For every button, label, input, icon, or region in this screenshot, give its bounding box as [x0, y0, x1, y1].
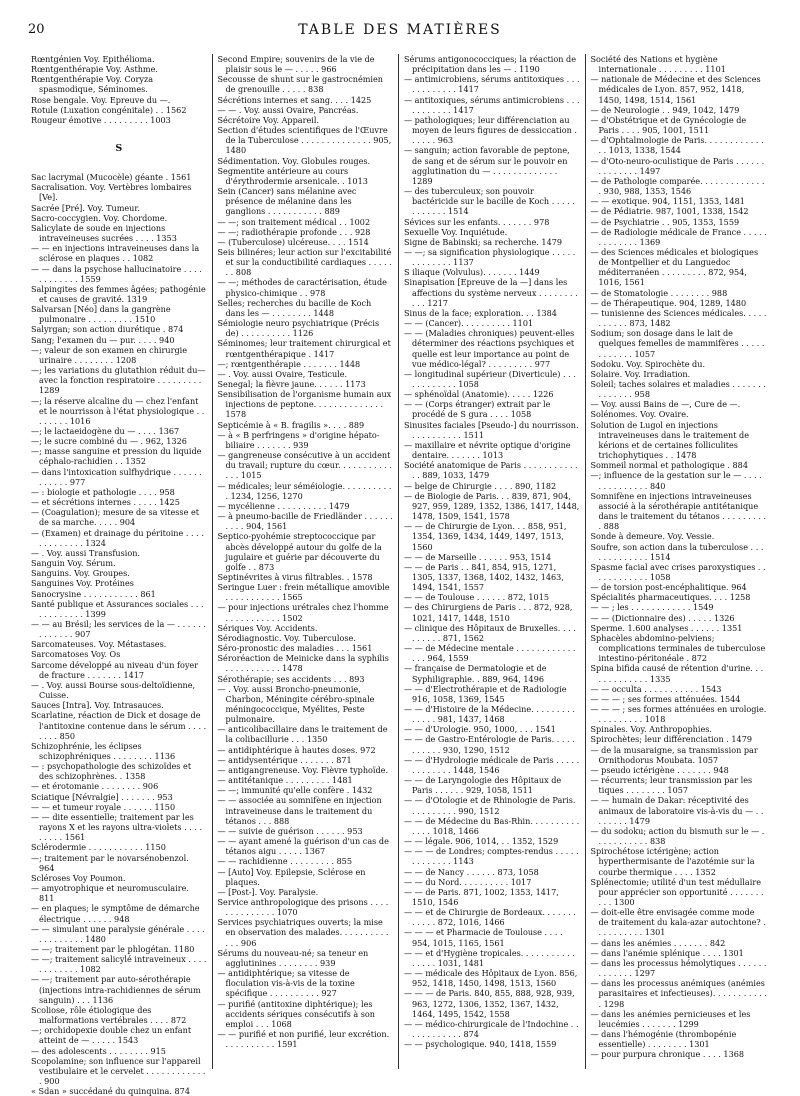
- index-entry: Sarcomatoses Voy. Os: [31, 649, 121, 660]
- index-entry: — de Neurologie . . 949, 1042, 1479: [590, 104, 740, 115]
- index-entry: — — de Gastro-Entérologie de Paris. . . . . . . . . . . 930, 1290, 1512: [404, 734, 578, 755]
- index-entry: — — de Nancy . . . . . . 873, 1058: [404, 866, 539, 877]
- index-entry: Septicémie à « B. fragilis ». . . . 889: [217, 419, 365, 430]
- index-entry: —; rœntgenthérapie . . . . . . . 1448: [217, 358, 361, 369]
- index-entry: Séroréaction de Meinicke dans la syphilis . . . . . . . . . . . 1478: [217, 653, 392, 674]
- index-entry: — — — ; ses formes atténuées. 1544: [590, 693, 741, 704]
- index-entry: — de Thérapeutique. 904, 1289, 1480: [590, 297, 747, 308]
- index-entry: — —; immunité qu'elle confère . 1432: [217, 785, 373, 796]
- index-entry: — — de Paris. 871, 1002, 1353, 1417, 1510, 1546: [404, 886, 562, 907]
- index-entry: — antitétanique . . . . . . . . . 1481: [217, 775, 353, 786]
- index-entry: Services psychiatriques ouverts; la mise en observation des malades. . . . . . . . . . . . . 906: [217, 917, 392, 948]
- index-entry: — : psychopathologie des schizoïdes et des schizophrènes. . 1358: [31, 761, 194, 782]
- index-entry: Rœntgénien Voy. Epithélioma.: [31, 54, 155, 64]
- index-entry: — nationale de Médecine et des Sciences médicales de Lyon. 857, 952, 1418, 1450, 1498, 1514, 1561: [590, 74, 764, 105]
- index-entry: — pseudo ictérigène . . . . . . . 948: [590, 764, 729, 775]
- index-entry: — — associée au somnifène en injection intraveineuse dans le traitement du tétanos . . . 888: [217, 795, 385, 826]
- index-entry: Rœntgenthérapie Voy. Asthme.: [31, 64, 158, 75]
- index-entry: — sphénoïdal (Anatomie). . . . . 1226: [404, 389, 554, 400]
- index-entry: Séminomes; leur traitement chirurgical et rœntgenthérapique . 1417: [217, 338, 394, 359]
- index-entry: Spécialités pharmaceutiques. . . . 1258: [590, 592, 751, 603]
- index-entry: — [Post-]. Voy. Paralysie.: [217, 886, 319, 897]
- index-entry: — — dite essentielle; traitement par les rayons X et les rayons ultra-violets . . . . . . . . . 1561: [31, 811, 205, 843]
- index-entry: — — légale. 906, 1014, . . 1352, 1529: [404, 836, 559, 847]
- index-column-1: [26, 54, 213, 1096]
- index-entry: Soufre, son action dans la tuberculose . . . . . . . . . . . . . 1514: [590, 541, 767, 562]
- index-entry: — : biologie et pathologie . . . . 958: [31, 486, 175, 497]
- index-entry: Sacralisation. Voy. Vertèbres lombaires [Ve].: [31, 182, 194, 203]
- index-entry: — des adolescents . . . . . . . . 915: [31, 1045, 166, 1056]
- index-entry: — — — et Pharmacie de Toulouse . . . . 954, 1015, 1165, 1561: [404, 927, 566, 948]
- index-entry: — française de Dermatologie et de Syphiligraphie. . 889, 964, 1496: [404, 663, 550, 684]
- index-entry: Sinus de la face; exploration. . . 1384: [404, 307, 557, 318]
- index-entry: — —; traitement par le phlogétan. 1180: [31, 943, 195, 954]
- index-entry: Sérums antigonococciques; la réaction de précipitation dans les — . 1190: [404, 54, 579, 75]
- index-entry: — d'Ophtalmologie de Paris. . . . . . . . . . . . . . 1013, 1338, 1544: [590, 135, 767, 156]
- index-entry: — —; méthodes de caractérisation, étude physico-chimique . . 978: [217, 277, 390, 298]
- index-entry: Sperme. 1.600 analyses . . . . . . 1351: [590, 622, 743, 633]
- index-entry: — antidysentérique . . . . . . . 871: [217, 754, 352, 765]
- index-entry: — — d'Hydrologie médicale de Paris . . . . . . . . . . . . . 1448, 1546: [404, 754, 582, 775]
- index-entry: — dans l'intoxication sulfhydrique . . . . . . . . . . . . 977: [31, 466, 205, 487]
- index-entry: — — ; les . . . . . . . . . . . . 1549: [590, 602, 714, 613]
- index-entry: Schizophrénie, les éclipses schizophréniques . . . . . . . . 1136: [31, 740, 176, 761]
- page-number: 20: [28, 22, 45, 37]
- index-column-3: [399, 54, 586, 1069]
- index-entry: —; traitement par le novarsénobenzol. 964: [31, 852, 192, 873]
- index-entry: — médicales; leur séméiologie. . . . . . . . . . . 1234, 1256, 1270: [217, 480, 394, 501]
- index-entry: — Voy. aussi Bains de —, Cure de —.: [590, 399, 741, 410]
- index-entry: — — en injections intraveineuses dans la sclérose en plaques . . 1082: [31, 243, 202, 264]
- index-entry: — dans les processus hémolytiques . . . . . . . . . . . . . 1297: [590, 957, 770, 979]
- index-entry: — anticolibacillaire dans le traitement de la colibacillurie . . . 1350: [217, 724, 391, 745]
- index-entry: — pour purpura chronique . . . . 1368: [590, 1049, 745, 1060]
- index-entry: Service anthropologique des prisons . . . . . . . . . . . . . . 1070: [217, 896, 391, 918]
- index-entry: Sein (Cancer) sans mélanine avec présence de mélanine dans les ganglions . . . . . . . . . . . 889: [217, 186, 359, 217]
- index-entry: Salpingites des femmes âgées; pathogénie et causes de gravité. 1319: [31, 283, 209, 304]
- index-entry: — — et d'Hygiène tropicales. . . . . . . . . . . . . . . . 1031, 1481: [404, 947, 578, 968]
- index-entry: — — de Chirurgie de Lyon. . . 858, 951, 1354, 1369, 1434, 1449, 1497, 1513, 1560: [404, 521, 570, 552]
- index-entry: — — psychologique. 940, 1418, 1559: [404, 1039, 557, 1050]
- index-entry: —; le lactaeidogène du — . . . . 1367: [31, 426, 180, 436]
- index-entry: Sécrétions internes et sang. . . . 1425: [217, 94, 372, 105]
- index-entry: — et sécrétions internes . . . . . 1425: [31, 497, 180, 508]
- index-entry: — de la musaraigne, sa transmission par Ornithodorus Moubata. 1057: [590, 744, 761, 765]
- index-entry: Société des Nations et hygiène internationale . . . . . . . . . 1101: [590, 54, 726, 75]
- index-entry: — amyotrophique et neuromusculaire. 811: [31, 883, 192, 904]
- index-entry: — — d'Urologie. 950, 1000, . . . 1541: [404, 724, 556, 735]
- index-entry: — dans les anémies pernicieuses et les leucémies . . . . . . . 1299: [590, 1008, 753, 1029]
- index-entry: — à pneumo-bacille de Friedländer . . . . . . . . . . 904, 1561: [217, 511, 396, 532]
- index-entry: — — — ; ses formes atténuées en urologie. . . . . . . . . . 1018: [590, 704, 769, 725]
- index-entry: — récurrents; leur transmission par les tiques . . . . . . . . 1057: [590, 775, 755, 796]
- index-entry: Rougeur émotive . . . . . . . . . 1003: [31, 114, 171, 125]
- page-header: [28, 22, 772, 44]
- index-entry: — à « B perfringens » d'origine hépato-biliaire . . . . . . . 939: [217, 429, 380, 450]
- index-entry: — des Chirurgiens de Paris . . . 872, 928, 1021, 1417, 1448, 1510: [404, 602, 576, 623]
- index-entry: — clinique des Hôpitaux de Bruxelles. . . . . . . . . . 871, 1562: [404, 622, 579, 643]
- index-entry: Soleil; taches solaires et maladies . . . . . . . . . . . . . . 958: [590, 379, 769, 400]
- index-entry: — . Voy. aussi Transfusion.: [31, 547, 141, 558]
- index-entry: — — rachidienne . . . . . . . . . 855: [217, 856, 352, 867]
- index-entry: Sanguins. Voy. Groupes.: [31, 568, 130, 579]
- index-entry: Signe de Babinski; sa recherche. 1479: [404, 236, 563, 247]
- index-entry: — — et de Chirurgie de Bordeaux. . . . . . . . . . . . 872, 1016, 1466: [404, 907, 579, 928]
- index-columns: [26, 54, 772, 1096]
- index-entry: Septinévrites à virus filtrables. . 1578: [217, 571, 373, 582]
- index-entry: —; valeur de son examen en chirurgie urinaire . . . . . . . . 1208: [31, 344, 190, 365]
- index-entry: Salvarsan [Néo] dans la gangrène pulmonaire . . . . . . . . . 1510: [31, 304, 174, 325]
- index-entry: —; la réserve alcaline du — chez l'enfant et le nourrisson à l'état physiologique . . . . . . . . 1016: [31, 395, 207, 426]
- index-entry: — antimicrobiens, sérums antitoxiques . . . . . . . . . . . . 1417: [404, 74, 583, 95]
- index-entry: — —; sa signification physiologique . . . . . . . . . . . . . 1137: [404, 246, 578, 268]
- index-entry: — — purifié et non purifié, leur excrétion. . . . . . . . . . . 1591: [217, 1029, 392, 1050]
- index-entry: — antidiphtérique à hautes doses. 972: [217, 744, 376, 755]
- index-entry: —; le sucre combiné du — . 962, 1326: [31, 436, 187, 447]
- index-entry: Secousse de shunt sur le gastrocnémien de grenouille . . . . . 838: [217, 74, 386, 95]
- index-entry: Sodoku. Voy. Spirochète du.: [590, 358, 706, 369]
- index-entry: Sciatique [Névralgie] . . . . . . . 953: [31, 791, 173, 802]
- index-entry: Somnifène en injections intraveineuses associé à la sérothérapie antitétanique dans le traitement du tétanos . . . . . . . . . . 888: [590, 490, 769, 532]
- index-entry: — — (Dictionnaire des) . . . . . 1326: [590, 612, 735, 623]
- index-entry: Salicylate de soude en injections intraveineuses sucrées . . . . 1353: [31, 222, 177, 244]
- index-entry: Spinales. Voy. Anthropophies.: [590, 724, 712, 735]
- index-entry: — maxillaire et névrite optique d'origine dentaire. . . . . . . 1013: [404, 439, 574, 461]
- index-entry: Segmentite antérieure au cours d'érythrodermie arsenicale. . 1013: [217, 165, 368, 186]
- index-entry: — [Auto] Voy. Epilepsie, Sclérose en plaques.: [217, 866, 369, 887]
- index-entry: Sédimentation. Voy. Globules rouges.: [217, 155, 371, 166]
- index-entry: — de Stomatologie . . . . . . . . 988: [590, 287, 728, 298]
- index-entry: Scoliose, rôle étiologique des malformations vertébrales . . . . 872: [31, 1004, 187, 1026]
- index-entry: — des Sciences médicales et biologiques de Montpellier et du Languedoc méditerranéen . . . . . . . . . 872, 954, 1016, 1561: [590, 246, 761, 288]
- index-entry: — — de Médecine mentale . . . . . . . . . . . . . . . 964, 1559: [404, 643, 579, 664]
- index-entry: Scarlatine, réaction de Dick et dosage de l'antitoxine contenue dans le sérum . . . . . . . . 850: [31, 710, 209, 741]
- index-entry: — de torsion post-encéphalitique. 964: [590, 582, 747, 593]
- index-entry: — —; traitement par auto-sérothérapie (injections intra-rachidiennes de sérum sanguin) . . . 1136: [31, 974, 204, 1005]
- index-entry: « Sdan » succédané du quinquina. 874: [31, 1086, 190, 1096]
- index-entry: — — et tumeur royale . . . . . . 1150: [31, 801, 176, 812]
- index-entry: Sinapisation [Epreuve de la —] dans les affections du système nerveux . . . . . . . . . . . 1217: [404, 277, 581, 308]
- index-entry: — —; son traitement médical . . 1002: [217, 216, 371, 227]
- index-entry: — — au Brésil; les services de la — . . . . . . . . . . . . . 907: [31, 618, 209, 640]
- index-entry: — — d'Electrothérapie et de Radiologie 916, 1058, 1369, 1545: [404, 683, 570, 704]
- index-entry: Société anatomique de Paris . . . . . . . . . . . . . 889, 1033, 1479: [404, 460, 581, 481]
- index-column-4: [586, 54, 773, 1069]
- index-entry: Scopolamine; son influence sur l'appareil vestibulaire et le cervelet . . . . . . . . . . . . . 900: [31, 1055, 209, 1086]
- index-entry: — et érotomanie . . . . . . . . 906: [31, 781, 159, 792]
- index-entry: — — (Corps étranger) extrait par le procédé de S gura . . . . 1058: [404, 399, 553, 420]
- section-letter: S: [115, 143, 123, 155]
- index-entry: — — occulta . . . . . . . . . . . 1543: [590, 683, 722, 694]
- index-entry: Sarcomateuses. Voy. Métastases.: [31, 639, 167, 650]
- index-entry: Sécrétoire Voy. Appareil.: [217, 114, 320, 125]
- index-entry: — — de Toulouse . . . . . . 872, 1015: [404, 592, 549, 603]
- index-entry: — (Examen) et drainage du péritoine . . . . . . . . . . . . . 1324: [31, 527, 207, 548]
- index-entry: Sinusites faciales [Pseudo-] du nourrisson. . . . . . . . . . . 1511: [404, 419, 582, 440]
- index-entry: — — du Nord. . . . . . . . . . 1017: [404, 876, 532, 887]
- index-entry: — de Biologie de Paris. . . 839, 871, 904, 927, 959, 1289, 1352, 1386, 1417, 1448, 1478, 1509, 1541, 1578: [404, 490, 582, 522]
- index-entry: Sérodiagnostic. Voy. Tuberculose.: [217, 632, 356, 643]
- index-entry: — gangreneuse consécutive à un accident du travail; rupture du cœur. . . . . . . . . . . . . . 1015: [217, 450, 395, 481]
- index-entry: — — — de Paris. 840, 855, 888, 928, 939, 963, 1272, 1306, 1352, 1367, 1432, 1464, 1495, 1542, 1558: [404, 988, 578, 1019]
- index-entry: — doit-elle être envisagée comme mode de traitement du kala-azar autochtone? . . . . . . . . . . 1301: [590, 907, 769, 938]
- index-entry: — purifié (antitoxine diphtérique); les accidents sériques consécutifs à son emploi . . . 1068: [217, 998, 378, 1029]
- index-entry: Sensibilisation de l'organisme humain aux injections de peptone. . . . . . . . . . . . . . 1578: [217, 389, 394, 420]
- index-entry: — — de Marseille . . . . . . 953, 1514: [404, 551, 551, 562]
- index-entry: Sac lacrymal (Mucocèle) géante . 1561: [31, 172, 192, 183]
- index-entry: — . Voy. aussi Broncho-pneumonie, Charbon, Méningite cérébro-spinale méningococcique, Myélites, Peste pulmonaire.: [217, 683, 378, 725]
- index-entry: — pour injections urétrales chez l'homme . . . . . . . . . . . 1502: [217, 602, 392, 623]
- index-entry: — —; traitement salicylé intraveineux . . . . . . . . . . . . 1082: [31, 954, 209, 975]
- index-entry: Section d'études scientifiques de l'Œuvre de la Tuberculose . . . . . . . . . . . . . . 905, 1480: [217, 125, 394, 156]
- index-entry: Rotule (Luxation congénitale) . . 1562: [31, 104, 187, 115]
- index-entry: Salyrgan; son action diurétique . 874: [31, 324, 184, 335]
- index-entry: Solution de Lugol en injections intraveineuses dans le traitement de kérions et de certaines folliculites trichophytiques . . 1478: [590, 419, 752, 461]
- index-entry: — antigangreneuse. Voy. Fièvre typhoïde.: [217, 764, 389, 775]
- index-entry: — — (Maladies chroniques) peuvent-elles déterminer des réactions psychiques et quelle est leur importance au point de vue médico-légal? . . . . . . . . . 977: [404, 328, 577, 369]
- index-entry: Solaire. Voy. Irradiation.: [590, 368, 691, 379]
- index-entry: — — de Laryngologie des Hôpitaux de Paris . . . . . . 929, 1058, 1511: [404, 775, 564, 796]
- index-entry: Sérothérapie; ses accidents . . . 893: [217, 673, 365, 684]
- index-entry: S iliaque (Volvulus). . . . . . . 1449: [404, 267, 540, 278]
- index-entry: — — médico-chirurgicale de l'Indochine . . . . . . . . . . . . 874: [404, 1018, 582, 1039]
- index-entry: Sanguin Voy. Sérum.: [31, 558, 116, 569]
- index-entry: Splénectomie; utilité d'un test médullaire pour apprécier son opportunité . . . . . . . . . . 1300: [590, 876, 767, 907]
- index-entry: — antidiphtérique; sa vitesse de floculation vis-à-vis de la toxine spécifique . . . . . . . . . . 927: [217, 968, 358, 999]
- index-entry: Scléroses Voy Poumon.: [31, 872, 126, 883]
- index-entry: Spasme facial avec crises paroxystiques . . . . . . . . . . . . 1058: [590, 561, 769, 582]
- index-entry: — — de Médecine du Bas-Rhin. . . . . . . . . . . . . . 1018, 1466: [404, 815, 582, 836]
- index-entry: — . Voy. aussi Ovaire, Testicule.: [217, 368, 348, 379]
- index-entry: Sauces [Intra]. Voy. Intrasauces.: [31, 700, 164, 711]
- index-entry: — d'Obstétrique et de Gynécologie de Paris . . . . 905, 1001, 1511: [590, 114, 749, 136]
- index-entry: Sériques Voy. Accidents.: [217, 622, 318, 633]
- index-entry: — belge de Chirurgie . . . . 890, 1182: [404, 480, 557, 491]
- index-entry: Sexuelle Voy. Inquiétude.: [404, 226, 508, 237]
- index-entry: Rœntgenthérapie Voy. Coryza spasmodique, Séminomes.: [31, 74, 156, 95]
- page-title: TABLE DES MATIÈRES: [298, 22, 502, 38]
- index-entry: — antitoxiques, sérums antimicrobiens . . . . . . . . . . . 1417: [404, 94, 583, 115]
- index-entry: Sacro-coccygien. Voy. Chordome.: [31, 212, 168, 223]
- index-entry: Santé publique et Assurances sociales . . . . . . . . . . . . 1399: [31, 598, 207, 619]
- index-entry: Sphacèles abdomino-pelviens; complications terminales de tuberculose intestino-péritonéale . 872: [590, 632, 768, 664]
- index-entry: Sodium; son dosage dans le lait de quelques femelles de mammifères . . . . . . . . . . . . 1057: [590, 328, 768, 359]
- index-entry: — — exotique. 904, 1151, 1353, 1481: [590, 196, 745, 207]
- index-entry: — — suivie de guérison . . . . . . 953: [217, 825, 363, 836]
- index-entry: — — médicale des Hôpitaux de Lyon. 856, 952, 1418, 1450, 1498, 1513, 1560: [404, 968, 580, 989]
- index-entry: — pathologiques; leur différenciation au moyen de leurs figures de dessiccation . . . . . . 963: [404, 114, 580, 146]
- index-column-2: [213, 54, 400, 1069]
- index-entry: — (Coagulation); mesure de sa vitesse et de sa marche. . . . . 904: [31, 507, 202, 528]
- index-entry: Sanguines Voy. Protéines: [31, 578, 134, 589]
- index-entry: Spina bifida causé de rétention d'urine. . . . . . . . . . . . . 1335: [590, 663, 766, 684]
- index-entry: — — . Voy. aussi Ovaire, Pancréas.: [217, 104, 359, 115]
- index-entry: Rose bengale. Voy. Epreuve du —.: [31, 94, 171, 105]
- index-entry: — dans les anémies . . . . . . . 842: [590, 937, 726, 948]
- index-entry: — — ayant amené la guérison d'un cas de tétanos aigu . . . . . 1367: [217, 836, 392, 857]
- index-entry: Sacrée [Pré]. Voy. Tumeur.: [31, 202, 140, 213]
- index-entry: —; orchidopexie double chez un enfant atteint de — . . . . . 1543: [31, 1025, 194, 1046]
- index-entry: — en plaques; le symptôme de démarche électrique . . . . . . 948: [31, 903, 203, 924]
- index-entry: Sonde à demeure. Voy. Vessie.: [590, 531, 715, 542]
- index-entry: Sarcome développé au niveau d'un foyer de fracture . . . . . . . 1417: [31, 659, 201, 680]
- index-entry: —; masse sanguine et pression du liquide céphalo-rachidien . . 1352: [31, 446, 204, 467]
- index-entry: — de Radiologie médicale de France . . . . . . . . . . . . . 1369: [590, 226, 770, 247]
- index-entry: — d'Oto-neuro-oculistique de Paris . . . . . . . . . . . . . . 1497: [590, 155, 767, 176]
- index-entry: — . Voy. aussi Bourse sous-deltoïdienne, Cuisse.: [31, 679, 198, 701]
- index-entry: — —; radiothérapie profonde . . . 928: [217, 226, 371, 237]
- index-entry: — dans l'anémie splénique . . . . 1301: [590, 947, 744, 958]
- index-entry: Spirochètes; leur différenciation . 1479: [590, 734, 752, 745]
- index-entry: — tunisienne des Sciences médicales. . . . . . . . . . . 873, 1482: [590, 307, 770, 329]
- index-entry: — longitudinal supérieur (Diverticule) . . . . . . . . . . . . 1058: [404, 368, 579, 389]
- index-entry: — dans l'hémogénie (thrombopénie essentielle) . . . . . . . . 1301: [590, 1029, 739, 1050]
- index-entry: — de Pédiatrie. 987, 1001, 1338, 1542: [590, 206, 749, 217]
- index-entry: — de Psychiatrie . . 905, 1353, 1559: [590, 216, 740, 227]
- index-entry: Spirochétose ictérigène; action hyperthermisante de l'azotémie sur la courbe thermique . . . . 1352: [590, 846, 758, 877]
- index-entry: — (Tuberculose) ulcéreuse. . . . 1514: [217, 236, 369, 247]
- index-entry: Solénomes. Voy. Ovaire.: [590, 409, 689, 420]
- index-entry: Sémiologie neuro psychiatrique (Précis de) . . . . . . . . . . 1126: [217, 318, 382, 339]
- index-entry: Séro-pronostic des maladies . . . 1561: [217, 643, 373, 654]
- index-entry: Sérums du nouveau-né; sa teneur en agglutinines . . . . . . . . 939: [217, 947, 371, 968]
- index-entry: Sang; l'examen du — pur. . . . . 940: [31, 334, 175, 345]
- index-entry: — des tuberculeux; son pouvoir bactéricide sur le bacille de Koch . . . . . . . . . . . . 1514: [404, 186, 578, 217]
- index-entry: Senegal; la fièvre jaune. . . . . . 1173: [217, 379, 366, 389]
- index-entry: — — (Cancer). . . . . . . . . . 1101: [404, 318, 534, 329]
- index-entry: Septico-pyohémie streptococcique par abcès développé autour du golfe de la jugulaire et guérie par découverte du golfe . . 873: [217, 531, 385, 572]
- index-entry: — dans les processus anémiques (anémies parasitaires et infectieuses). . . . . . . . . . . . 1298: [590, 978, 770, 1009]
- index-entry: — — d'Otologie et de Rhinologie de Paris. . . . . . . . . . 990, 1512: [404, 795, 579, 816]
- index-entry: — du sodoku; action du bismuth sur le — . . . . . . . . . . . 838: [590, 825, 767, 847]
- index-entry: — — simulant une paralysie générale . . . . . . . . . . . . . 1480: [31, 923, 208, 944]
- index-entry: Seis bilinéres; leur action sur l'excitabilité et sur la conductibilité cardiaques . . . . . . . 808: [217, 246, 395, 278]
- index-entry: Seringue Luer : frein métallique amovible . . . . . . . . . . . 1565: [217, 582, 393, 603]
- index-entry: — — — de Londres; comptes-rendus . . . . . . . . . . . . . 1143: [404, 846, 582, 867]
- index-entry: — sanguin; action favorable de peptone, de sang et de sérum sur le pouvoir en agglutination du — . . . . . . . . . . . . . 1289: [404, 145, 573, 186]
- index-entry: Selles; recherches du bacille de Koch dans les — . . . . . . . . 1448: [217, 297, 374, 318]
- index-entry: Second Empire; souvenirs de la vie de plaisir sous le — . . . . . 966: [217, 54, 378, 75]
- index-entry: Sommeil normal et pathologique . 884: [590, 460, 748, 471]
- index-entry: — mycélienne . . . . . . . . . . 1479: [217, 500, 350, 511]
- index-entry: — de Pathologie comparée. . . . . . . . . . . . . . 930, 988, 1353, 1546: [590, 175, 767, 197]
- index-entry: —; influence de la gestation sur le — . . . . . . . . . . . . . . 840: [590, 470, 765, 491]
- index-entry: — — dans la psychose hallucinatoire . . . . . . . . . . . . 1559: [31, 263, 205, 284]
- index-entry: —; les variations du glutathion réduit du— avec la fonction respiratoire . . . . . . . . . 1289: [31, 365, 209, 396]
- index-entry: — — d'Histoire de la Médecine. . . . . . . . . . . . . . 981, 1437, 1468: [404, 704, 578, 725]
- index-entry: Sclérodermie . . . . . . . . . . . 1150: [31, 842, 166, 853]
- index-entry: Sanocrysine . . . . . . . . . . . 861: [31, 588, 156, 599]
- index-entry: — — de Paris . . 841, 854, 915, 1271, 1305, 1337, 1368, 1402, 1432, 1463, 1494, 1541, 1557: [404, 561, 567, 593]
- index-entry: — — humain de Dakar: réceptivité des animaux de laboratoire vis-à-vis du — . . . . . . . . 1479: [590, 795, 767, 826]
- index-entry: Sévices sur les enfants. . . . . . . 978: [404, 216, 550, 227]
